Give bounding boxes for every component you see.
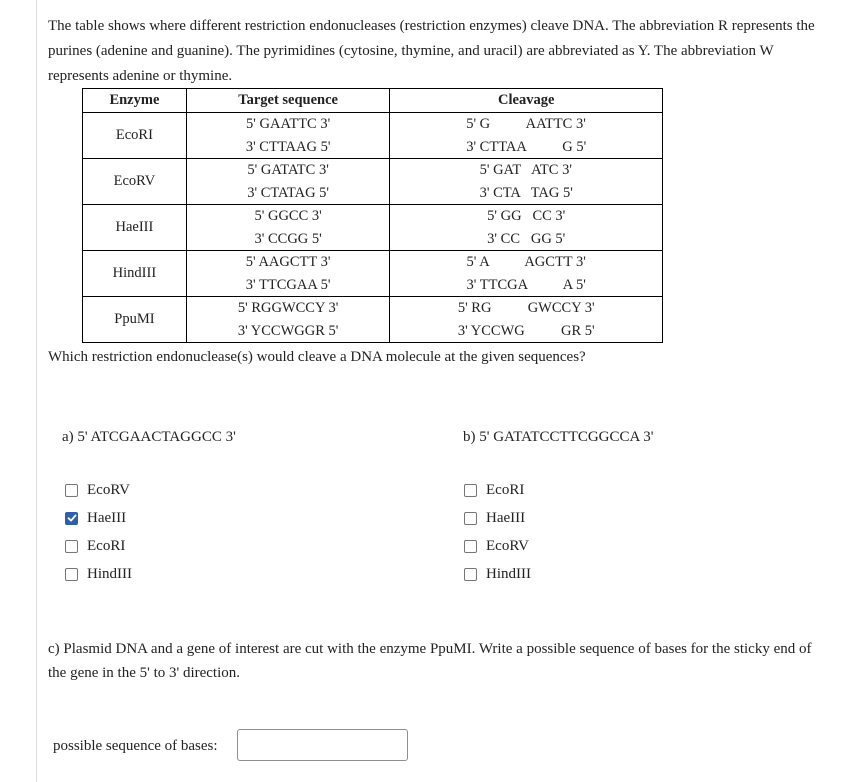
table-row [83, 205, 663, 251]
cleavage-cell [390, 113, 663, 159]
cleavage-cell [390, 251, 663, 297]
option-ecori[interactable] [65, 536, 125, 556]
option-label: HindIII [87, 565, 132, 582]
target-cell [186, 251, 390, 297]
checkbox[interactable] [65, 568, 78, 581]
target-bottom-strand: 3' YCCWGGR 5' [237, 322, 339, 339]
option-ecorv[interactable] [65, 480, 130, 500]
option-label: EcoRI [87, 537, 126, 554]
sequence-input[interactable] [237, 729, 408, 761]
enzyme-cell: EcoRV [83, 159, 187, 205]
target-cell [186, 205, 390, 251]
target-cell [186, 159, 390, 205]
target-top-strand: 5' GAATTC 3' [246, 116, 331, 132]
cleavage-top-strand: 5' G AATTC 3' [466, 116, 586, 132]
target-cell [186, 297, 390, 343]
option-hindiii[interactable] [464, 564, 531, 584]
enzyme-cell: PpuMI [83, 297, 187, 343]
cleavage-top-strand: 5' GG CC 3' [487, 208, 566, 224]
target-bottom-strand: 3' TTCGAA 5' [245, 276, 331, 293]
enzyme-cell: HindIII [83, 251, 187, 297]
cleavage-bottom-strand: 3' YCCWG GR 5' [457, 322, 595, 339]
table-row [83, 297, 663, 343]
cleavage-cell [390, 297, 663, 343]
checkbox[interactable] [65, 540, 78, 553]
table-row [83, 113, 663, 159]
part-c-text: c) Plasmid DNA and a gene of interest are cut with the enzyme PpuMI. Write a possible sequence of bases for the sticky end of the gene in the 5' to 3' direction. [48, 641, 812, 681]
header-cleavage: Cleavage [390, 89, 663, 113]
restriction-table [82, 88, 663, 343]
cleavage-bottom-strand: 3' CTTAA G 5' [466, 138, 587, 155]
target-top-strand: 5' AAGCTT 3' [245, 254, 331, 270]
option-label: EcoRV [486, 537, 529, 554]
cleavage-top-strand: 5' RG GWCCY 3' [457, 300, 595, 316]
option-label: HaeIII [87, 509, 127, 526]
target-top-strand: 5' GATATC 3' [247, 162, 329, 178]
target-bottom-strand: 3' CTATAG 5' [247, 184, 330, 201]
option-label: HaeIII [486, 509, 526, 526]
option-haeiii[interactable] [464, 508, 525, 528]
target-cell [186, 113, 390, 159]
header-enzyme: Enzyme [83, 89, 187, 113]
option-label: EcoRV [87, 481, 130, 498]
target-bottom-strand: 3' CCGG 5' [254, 230, 322, 247]
cleavage-bottom-strand: 3' CC GG 5' [487, 230, 566, 247]
checkbox[interactable] [464, 512, 477, 525]
cleavage-cell [390, 205, 663, 251]
cleavage-cell [390, 159, 663, 205]
option-label: HindIII [486, 565, 531, 582]
target-top-strand: 5' GGCC 3' [254, 208, 322, 224]
target-bottom-strand: 3' CTTAAG 5' [245, 138, 331, 155]
checkbox[interactable] [464, 568, 477, 581]
cleavage-top-strand: 5' A AGCTT 3' [466, 254, 586, 270]
part-b-label: b) 5' GATATCCTTCGGCCA 3' [463, 429, 654, 445]
intro-text: The table shows where different restriction endonucleases (restriction enzymes) cleave DNA. The abbreviation R represents the purines (adenine and guanine). The pyrimidines (cytosine, thymine, and uracil) are abbreviated as Y. The abbreviation W represents adenine or thymine. [48, 18, 815, 84]
header-target: Target sequence [186, 89, 390, 113]
option-label: EcoRI [486, 481, 525, 498]
cleavage-top-strand: 5' GAT ATC 3' [479, 162, 572, 178]
checkbox[interactable] [65, 512, 78, 525]
checkbox[interactable] [464, 540, 477, 553]
part-a-label: a) 5' ATCGAACTAGGCC 3' [62, 429, 236, 445]
sequence-input-label: possible sequence of bases: [53, 738, 218, 754]
checkbox[interactable] [464, 484, 477, 497]
table-row [83, 159, 663, 205]
option-haeiii[interactable] [65, 508, 126, 528]
cleavage-bottom-strand: 3' TTCGA A 5' [466, 276, 586, 293]
target-top-strand: 5' RGGWCCY 3' [237, 300, 339, 316]
option-ecori[interactable] [464, 480, 524, 500]
cleavage-bottom-strand: 3' CTA TAG 5' [479, 184, 573, 201]
enzyme-cell: EcoRI [83, 113, 187, 159]
option-hindiii[interactable] [65, 564, 132, 584]
table-header-row [83, 89, 663, 113]
table-row [83, 251, 663, 297]
enzyme-cell: HaeIII [83, 205, 187, 251]
question-text: Which restriction endonuclease(s) would cleave a DNA molecule at the given sequences? [48, 349, 586, 365]
checkbox[interactable] [65, 484, 78, 497]
option-ecorv[interactable] [464, 536, 529, 556]
